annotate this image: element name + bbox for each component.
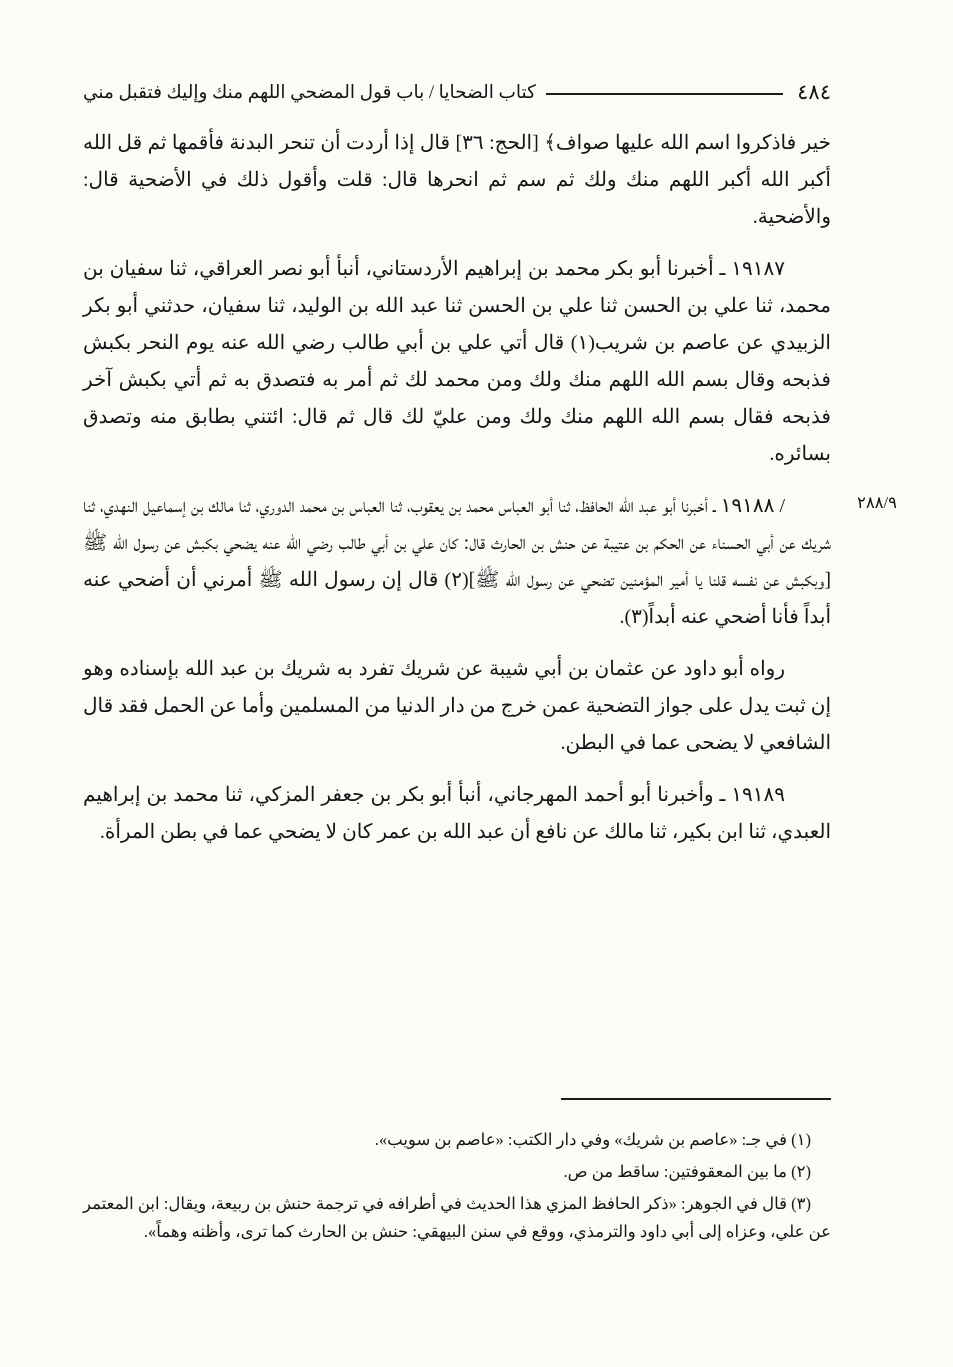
paragraph-hadith-19188: / ١٩١٨٨ ـ أخبرنا أبو عبد الله الحافظ، ثنا أبو العباس محمد بن يعقوب، ثنا العباس بن محمد الدوري، ثنا مالك بن إسماعيل النهدي، ثنا شريك عن أبي الحسناء عن الحكم بن عتيبة عن حنش بن الحارث قال: كان علي بن أبي طالب رضي الله عنه يضحي بكبش عن رسول الله ﷺ [وبكبش عن نفسه قلنا يا أمير المؤمنين تضحي عن رسول الله ﷺ](٢) قال إن رسول الله ﷺ أمرني أن أضحي عنه أبداً فأنا أضحي عنه أبداً(٣). xyxy=(83,495,832,628)
paragraph-hadith-19189: ١٩١٨٩ ـ وأخبرنا أبو أحمد المهرجاني، أنبأ أبو بكر بن جعفر المزكي، ثنا محمد بن إبراهيم العبدي، ثنا ابن بكير، ثنا مالك عن نافع أن عبد الله بن عمر كان لا يضحي عما في بطن المرأة. xyxy=(83,784,831,843)
paragraph-hadith-19188-wrap xyxy=(83,488,897,636)
header-title: كتاب الضحايا / باب قول المضحي اللهم منك وإليك فتقبل مني xyxy=(83,82,536,103)
footnotes-section xyxy=(83,1098,831,1250)
footnote-separator-rule xyxy=(561,1098,831,1100)
page-header xyxy=(83,80,831,105)
paragraph-hadith-19187: ١٩١٨٧ ـ أخبرنا أبو بكر محمد بن إبراهيم الأردستاني، أنبأ أبو نصر العراقي، ثنا سفيان بن محمد، ثنا علي بن الحسن ثنا علي بن الحسن ثنا عبد الله بن الوليد، ثنا سفيان، حدثني أبو بكر الزبيدي عن عاصم بن شريب(١) قال أتي علي بن أبي طالب رضي الله عنه يوم النحر بكبش فذبحه وقال بسم الله اللهم منك ولك ومن محمد لك ثم أمر به فتصدق به ثم أتي بكبش آخر فذبحه فقال بسم الله اللهم منك ولك ومن عليّ لك قال ثم قال: ائتني بطابق منه وتصدق بسائره. xyxy=(83,258,831,465)
margin-volume-page-note: ٢٨٨/٩ xyxy=(856,493,897,512)
footnote-3: (٣) قال في الجوهر: «ذكر الحافظ المزي هذا الحديث في أطرافه في ترجمة حنش بن ربيعة، ويقال: ابن المعتمر عن علي، وعزاه إلى أبي داود والترمذي، ووقع في سنن البيهقي: حنش بن الحارث كما ترى، وأظنه وهماً». xyxy=(83,1194,831,1241)
page-content xyxy=(83,80,897,866)
header-rule xyxy=(546,93,783,95)
footnote-2: (٢) ما بين المعقوفتين: ساقط من ص. xyxy=(563,1162,811,1181)
body-text xyxy=(83,125,897,851)
paragraph-continuation: خير فاذكروا اسم الله عليها صواف﴾ [الحج: ٣٦] قال إذا أردت أن تنحر البدنة فأقمها ثم قل الله أكبر الله أكبر اللهم منك ولك ثم سم ثم انحرها قال: قلت وأقول ذلك في الأضحية قال: والأضحية. xyxy=(83,132,831,228)
page-number: ٤٨٤ xyxy=(797,80,831,104)
paragraph-commentary: رواه أبو داود عن عثمان بن أبي شيبة عن شريك تفرد به شريك بن عبد الله بإسناده وهو إن ثبت يدل على جواز التضحية عمن خرج من دار الدنيا من المسلمين وأما عن الحمل فقد قال الشافعي لا يضحى عما في البطن. xyxy=(83,658,831,754)
footnote-1: (١) في جـ: «عاصم بن شريك» وفي دار الكتب: «عاصم بن سويب». xyxy=(374,1130,811,1149)
